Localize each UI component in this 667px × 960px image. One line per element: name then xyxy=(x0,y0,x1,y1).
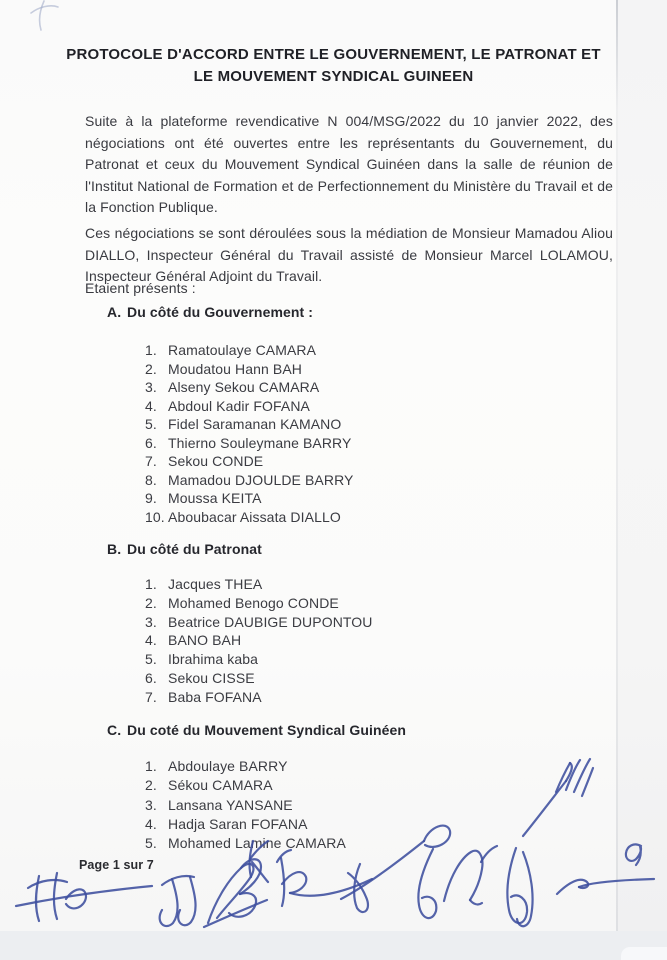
list-item xyxy=(145,776,346,795)
paragraph-intro: Suite à la plateforme revendicative N 004/MSG/2022 du 10 janvier 2022, des négociations ont été ouvertes entre les représentants du Gouvernement, du Patronat et ceux du Mouvement Syndical Guinéen dans la salle de réunion de l'Institut National de Formation et de Perfectionnement du Ministère du Travail et de la Fonction Publique. xyxy=(85,113,613,216)
item-name: Moussa KEITA xyxy=(168,490,262,506)
item-name: Hadja Saran FOFANA xyxy=(168,815,308,832)
list-item xyxy=(145,796,346,815)
page-corner-sliver xyxy=(621,947,667,960)
list-item xyxy=(145,834,346,853)
item-name: Aboubacar Aissata DIALLO xyxy=(168,508,341,525)
item-number: 2. xyxy=(145,360,157,377)
list-item xyxy=(145,397,353,416)
section-title: Du coté du Mouvement Syndical Guinéen xyxy=(127,722,407,738)
list-item xyxy=(145,613,373,632)
item-number: 5. xyxy=(145,651,157,668)
item-name: Fidel Saramanan KAMANO xyxy=(168,416,342,432)
item-number: 10. xyxy=(145,508,165,525)
item-number: 1. xyxy=(145,342,157,358)
paragraph-mediation: Ces négociations se sont déroulées sous la médiation de Monsieur Mamadou Aliou DIALLO, Inspecteur Général du Travail assisté de Monsieur Marcel LOLAMOU, Inspecteur Général Adjoint du Travail. xyxy=(85,225,613,285)
list-item xyxy=(145,489,353,508)
item-number: 3. xyxy=(145,613,157,630)
list-item xyxy=(145,688,373,707)
document-title xyxy=(0,44,667,88)
item-name: Beatrice DAUBIGE DUPONTOU xyxy=(168,613,373,630)
item-name: Baba FOFANA xyxy=(168,688,262,705)
item-name: Thierno Souleymane BARRY xyxy=(168,434,352,451)
item-name: BANO BAH xyxy=(168,632,242,649)
item-number: 9. xyxy=(145,490,157,506)
list-item xyxy=(145,815,346,834)
item-number: 3. xyxy=(145,379,157,395)
item-name: Lansana YANSANE xyxy=(168,796,293,813)
item-name: Abdoulaye BARRY xyxy=(168,758,288,774)
item-name: Abdoul Kadir FOFANA xyxy=(168,397,310,414)
list-item xyxy=(145,378,353,397)
page-fold-tint xyxy=(618,0,667,931)
roster-patronat xyxy=(145,575,373,707)
item-name: Sekou CISSE xyxy=(168,669,255,686)
item-number: 1. xyxy=(145,758,157,774)
item-name: Ibrahima kaba xyxy=(168,651,259,668)
section-heading-gouvernement xyxy=(107,304,313,320)
page-crease-line xyxy=(616,0,618,931)
section-title: Du côté du Gouvernement : xyxy=(127,304,314,320)
item-number: 7. xyxy=(145,688,157,705)
list-item xyxy=(145,575,373,594)
roster-mouvement-syndical xyxy=(145,757,346,853)
item-name: Sékou CAMARA xyxy=(168,777,273,794)
item-number: 8. xyxy=(145,471,157,488)
list-item xyxy=(145,452,353,471)
item-name: Sekou CONDE xyxy=(168,453,264,469)
section-heading-mouvement-syndical xyxy=(107,722,406,738)
document-title-line2: LE MOUVEMENT SYNDICAL GUINEEN xyxy=(193,68,474,85)
item-name: Moudatou Hann BAH xyxy=(168,360,303,377)
item-number: 2. xyxy=(145,594,157,611)
item-number: 4. xyxy=(145,815,157,832)
item-number: 4. xyxy=(145,632,157,649)
list-item xyxy=(145,360,353,379)
item-number: 1. xyxy=(145,576,157,592)
section-heading-patronat xyxy=(107,541,262,557)
list-item xyxy=(145,757,346,776)
item-number: 3. xyxy=(145,796,157,813)
section-label: C. xyxy=(107,722,122,738)
list-item xyxy=(145,415,353,434)
list-item xyxy=(145,434,353,453)
section-title: Du côté du Patronat xyxy=(127,541,262,557)
list-item xyxy=(145,631,373,650)
item-name: Jacques THEA xyxy=(168,576,263,592)
item-number: 2. xyxy=(145,777,157,794)
item-number: 6. xyxy=(145,669,157,686)
present-line: Etaient présents : xyxy=(85,280,196,296)
item-number: 5. xyxy=(145,416,157,432)
item-number: 4. xyxy=(145,397,157,414)
item-name: Mamadou DJOULDE BARRY xyxy=(168,471,354,488)
list-item xyxy=(145,471,353,490)
item-name: Mohamed Benogo CONDE xyxy=(168,594,339,611)
item-name: Mohamed Lamine CAMARA xyxy=(168,835,346,852)
item-number: 5. xyxy=(145,835,157,852)
section-label: A. xyxy=(107,304,122,320)
item-number: 6. xyxy=(145,434,157,451)
list-item xyxy=(145,341,353,360)
list-item xyxy=(145,650,373,669)
page-number-label: Page 1 sur 7 xyxy=(79,858,154,872)
section-label: B. xyxy=(107,541,122,557)
item-name: Ramatoulaye CAMARA xyxy=(168,342,317,358)
item-number: 7. xyxy=(145,453,157,469)
roster-gouvernement xyxy=(145,341,353,526)
scan-background-band xyxy=(0,931,667,960)
document-title-line1: PROTOCOLE D'ACCORD ENTRE LE GOUVERNEMENT, LE PATRONAT ET xyxy=(66,46,601,63)
list-item xyxy=(145,508,353,527)
item-name: Alseny Sekou CAMARA xyxy=(168,379,320,395)
list-item xyxy=(145,594,373,613)
list-item xyxy=(145,669,373,688)
